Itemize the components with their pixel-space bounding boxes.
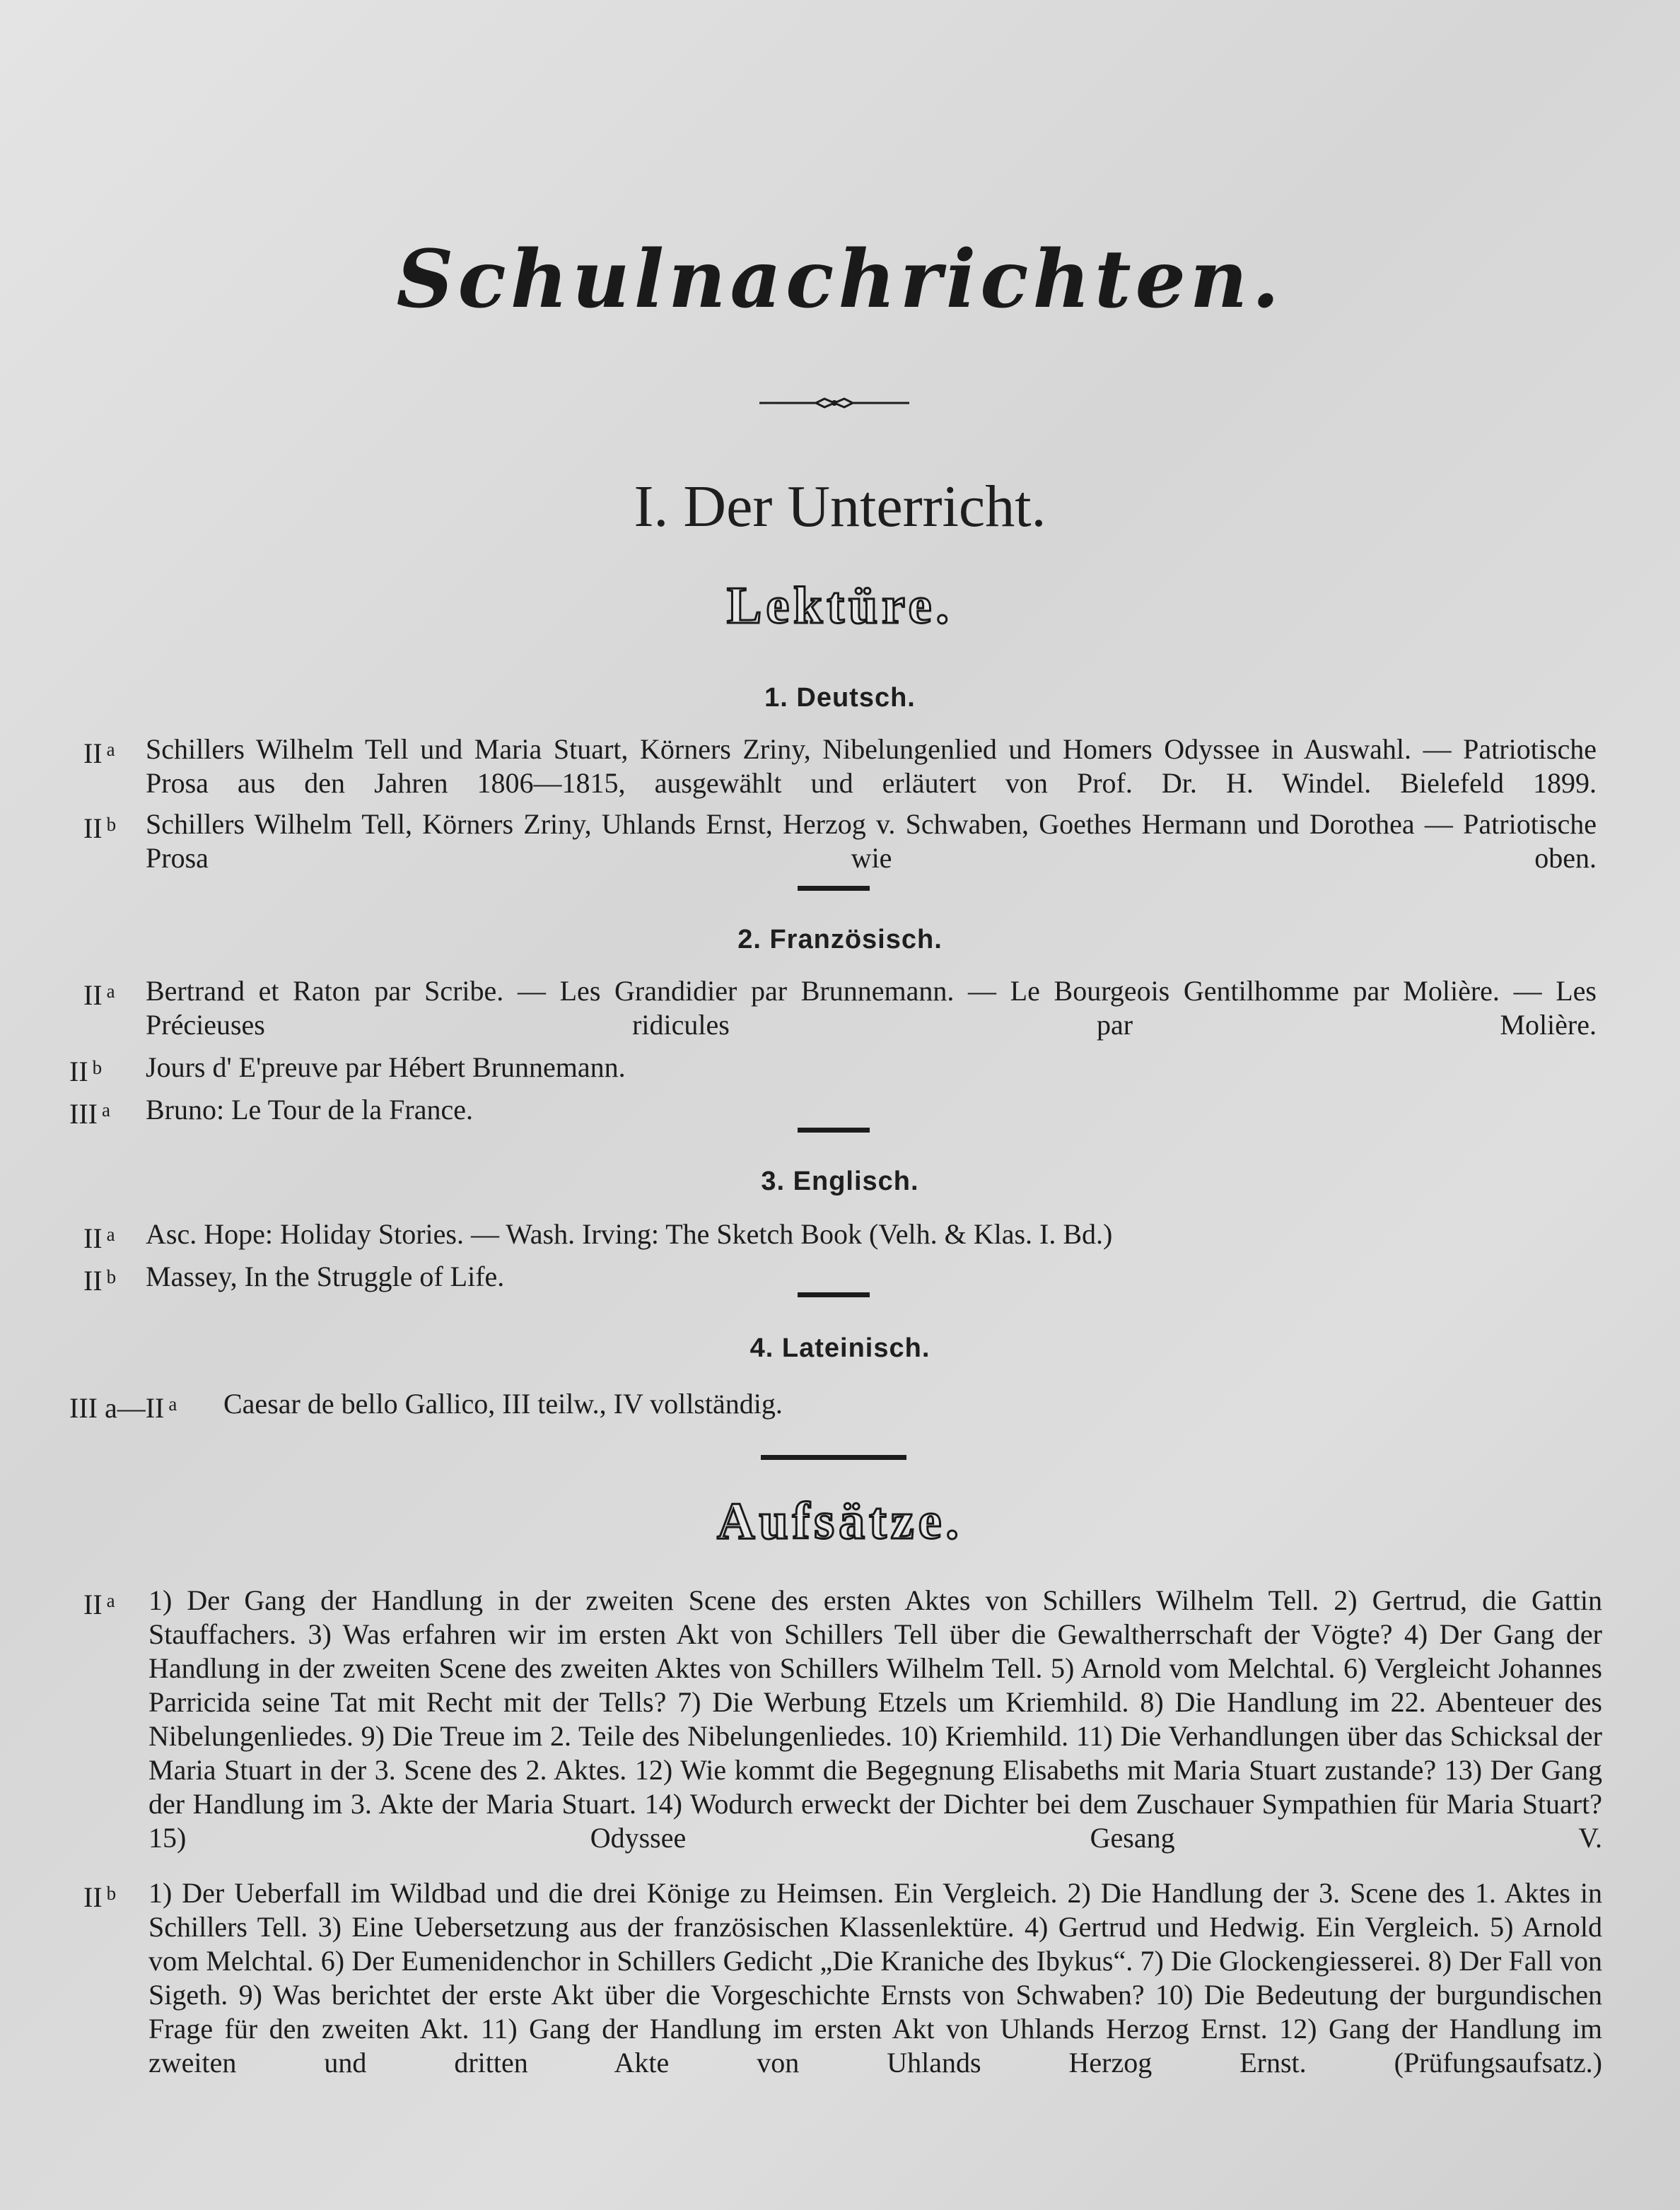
- class-label: II: [83, 979, 103, 1011]
- ornament-divider-icon: [757, 396, 912, 410]
- subject-heading-lateinisch: 4. Lateinisch.: [749, 1333, 931, 1363]
- list-item: [69, 1387, 1597, 1424]
- entry-text: Schillers Wilhelm Tell und Maria Stuart, Körners Zriny, Nibelungenlied und Homers Odyssee in Auswahl. — Patriotische Prosa aus den Jahren 1806—1815, ausgewählt und erläutert von Prof. Dr. H. Windel. Bielefeld 1899.: [146, 733, 1597, 799]
- list-item: [83, 807, 1597, 875]
- class-label: II: [83, 1265, 103, 1297]
- class-label: III a—II: [69, 1392, 165, 1424]
- section-rule: [761, 1455, 906, 1460]
- class-suffix: a: [106, 981, 115, 1002]
- entry-text: 1) Der Ueberfall im Wildbad und die drei Könige zu Heimsen. Ein Vergleich. 2) Die Handlung der 3. Scene des 1. Aktes in Schillers Tell. 3) Eine Uebersetzung aus der französischen Klassenlektüre. 4) Gertrud und Hedwig. Ein Vergleich. 5) Arnold vom Melchtal. 6) Der Eumenidenchor in Schillers Gedicht „Die Kraniche des Ibykus“. 7) Die Glockengiesserei. 8) Der Fall von Sigeth. 9) Was berichtet der erste Akt über die Vorgeschichte Ernsts von Schwaben? 10) Die Bedeutung der burgundischen Frage für den zweiten Akt. 11) Gang der Handlung im ersten Akt von Uhlands Herzog Ernst. 12) Gang der Handlung im zweiten und dritten Akte von Uhlands Herzog Ernst. (Prüfungsaufsatz.): [148, 1877, 1602, 2079]
- list-item: [69, 1093, 1597, 1130]
- aufsaetze-heading: Aufsätze.: [717, 1492, 963, 1550]
- class-suffix: b: [106, 814, 117, 835]
- class-suffix: b: [106, 1266, 117, 1287]
- class-suffix: a: [168, 1393, 177, 1415]
- entry-text: Bruno: Le Tour de la France.: [146, 1094, 473, 1126]
- class-suffix: a: [101, 1099, 110, 1121]
- list-item: [83, 1217, 1597, 1254]
- section-rule: [798, 1128, 870, 1133]
- class-suffix: a: [106, 1224, 115, 1245]
- list-item: [83, 1584, 1602, 1889]
- subject-heading-franzoesisch: 2. Französisch.: [737, 925, 943, 954]
- class-suffix: a: [106, 739, 115, 760]
- subject-heading-deutsch: 1. Deutsch.: [764, 683, 916, 713]
- section-rule: [798, 886, 870, 891]
- entry-text: Caesar de bello Gallico, III teilw., IV vollständig.: [223, 1388, 783, 1420]
- entry-text: Bertrand et Raton par Scribe. — Les Grandidier par Brunnemann. — Le Bourgeois Gentilhomme par Molière. — Les Précieuses ridicules par Molière.: [146, 975, 1597, 1041]
- section-rule: [798, 1292, 870, 1297]
- class-label: II: [83, 1589, 103, 1620]
- list-item: [83, 974, 1597, 1042]
- class-label: II: [83, 1881, 103, 1913]
- entry-text: Massey, In the Struggle of Life.: [146, 1261, 505, 1292]
- list-item: [83, 1260, 1597, 1297]
- entry-text: Asc. Hope: Holiday Stories. — Wash. Irving: The Sketch Book (Velh. & Klas. I. Bd.): [146, 1218, 1113, 1250]
- subject-heading-englisch: 3. Englisch.: [761, 1167, 919, 1196]
- class-label: II: [69, 1056, 88, 1087]
- list-item: [83, 732, 1597, 800]
- lektuere-heading: Lektüre.: [726, 577, 953, 635]
- class-label: II: [83, 737, 103, 769]
- class-suffix: b: [92, 1057, 103, 1078]
- class-label: II: [83, 1222, 103, 1254]
- list-item: [69, 1051, 1597, 1087]
- class-label: III: [69, 1098, 98, 1130]
- page-title: Schulnachrichten.: [396, 233, 1284, 326]
- section-heading: I. Der Unterricht.: [634, 474, 1046, 539]
- entry-text: Schillers Wilhelm Tell, Körners Zriny, Uhlands Ernst, Herzog v. Schwaben, Goethes Hermann und Dorothea — Patriotische Prosa wie oben.: [146, 808, 1597, 874]
- entry-text: 1) Der Gang der Handlung in der zweiten Scene des ersten Aktes von Schillers Wilhelm Tell. 2) Gertrud, die Gattin Stauffachers. 3) Was erfahren wir im ersten Akt von Schillers Tell über die Gewaltherrschaft der Vögte? 4) Der Gang der Handlung in der zweiten Scene des zweiten Aktes von Schillers Wilhelm Tell. 5) Arnold vom Melchtal. 6) Vergleicht Johannes Parricida seine Tat mit Recht mit der Tells? 7) Die Werbung Etzels um Kriemhild. 8) Die Handlung im 22. Abenteuer des Nibelungenliedes. 9) Die Treue im 2. Teile des Nibelungenliedes. 10) Kriemhild. 11) Die Verhandlungen über das Schicksal der Maria Stuart in der 3. Scene des 2. Aktes. 12) Wie kommt die Begegnung Elisabeths mit Maria Stuart zustande? 13) Der Gang der Handlung im 3. Akte der Maria Stuart. 14) Wodurch erweckt der Dichter bei dem Zuschauer Sympathien für Maria Stuart? 15) Odyssee Gesang V.: [148, 1584, 1602, 1854]
- class-suffix: b: [106, 1883, 117, 1904]
- entry-text: Jours d' E'preuve par Hébert Brunnemann.: [146, 1051, 626, 1083]
- list-item: [83, 1876, 1602, 2148]
- class-suffix: a: [106, 1590, 115, 1611]
- class-label: II: [83, 812, 103, 844]
